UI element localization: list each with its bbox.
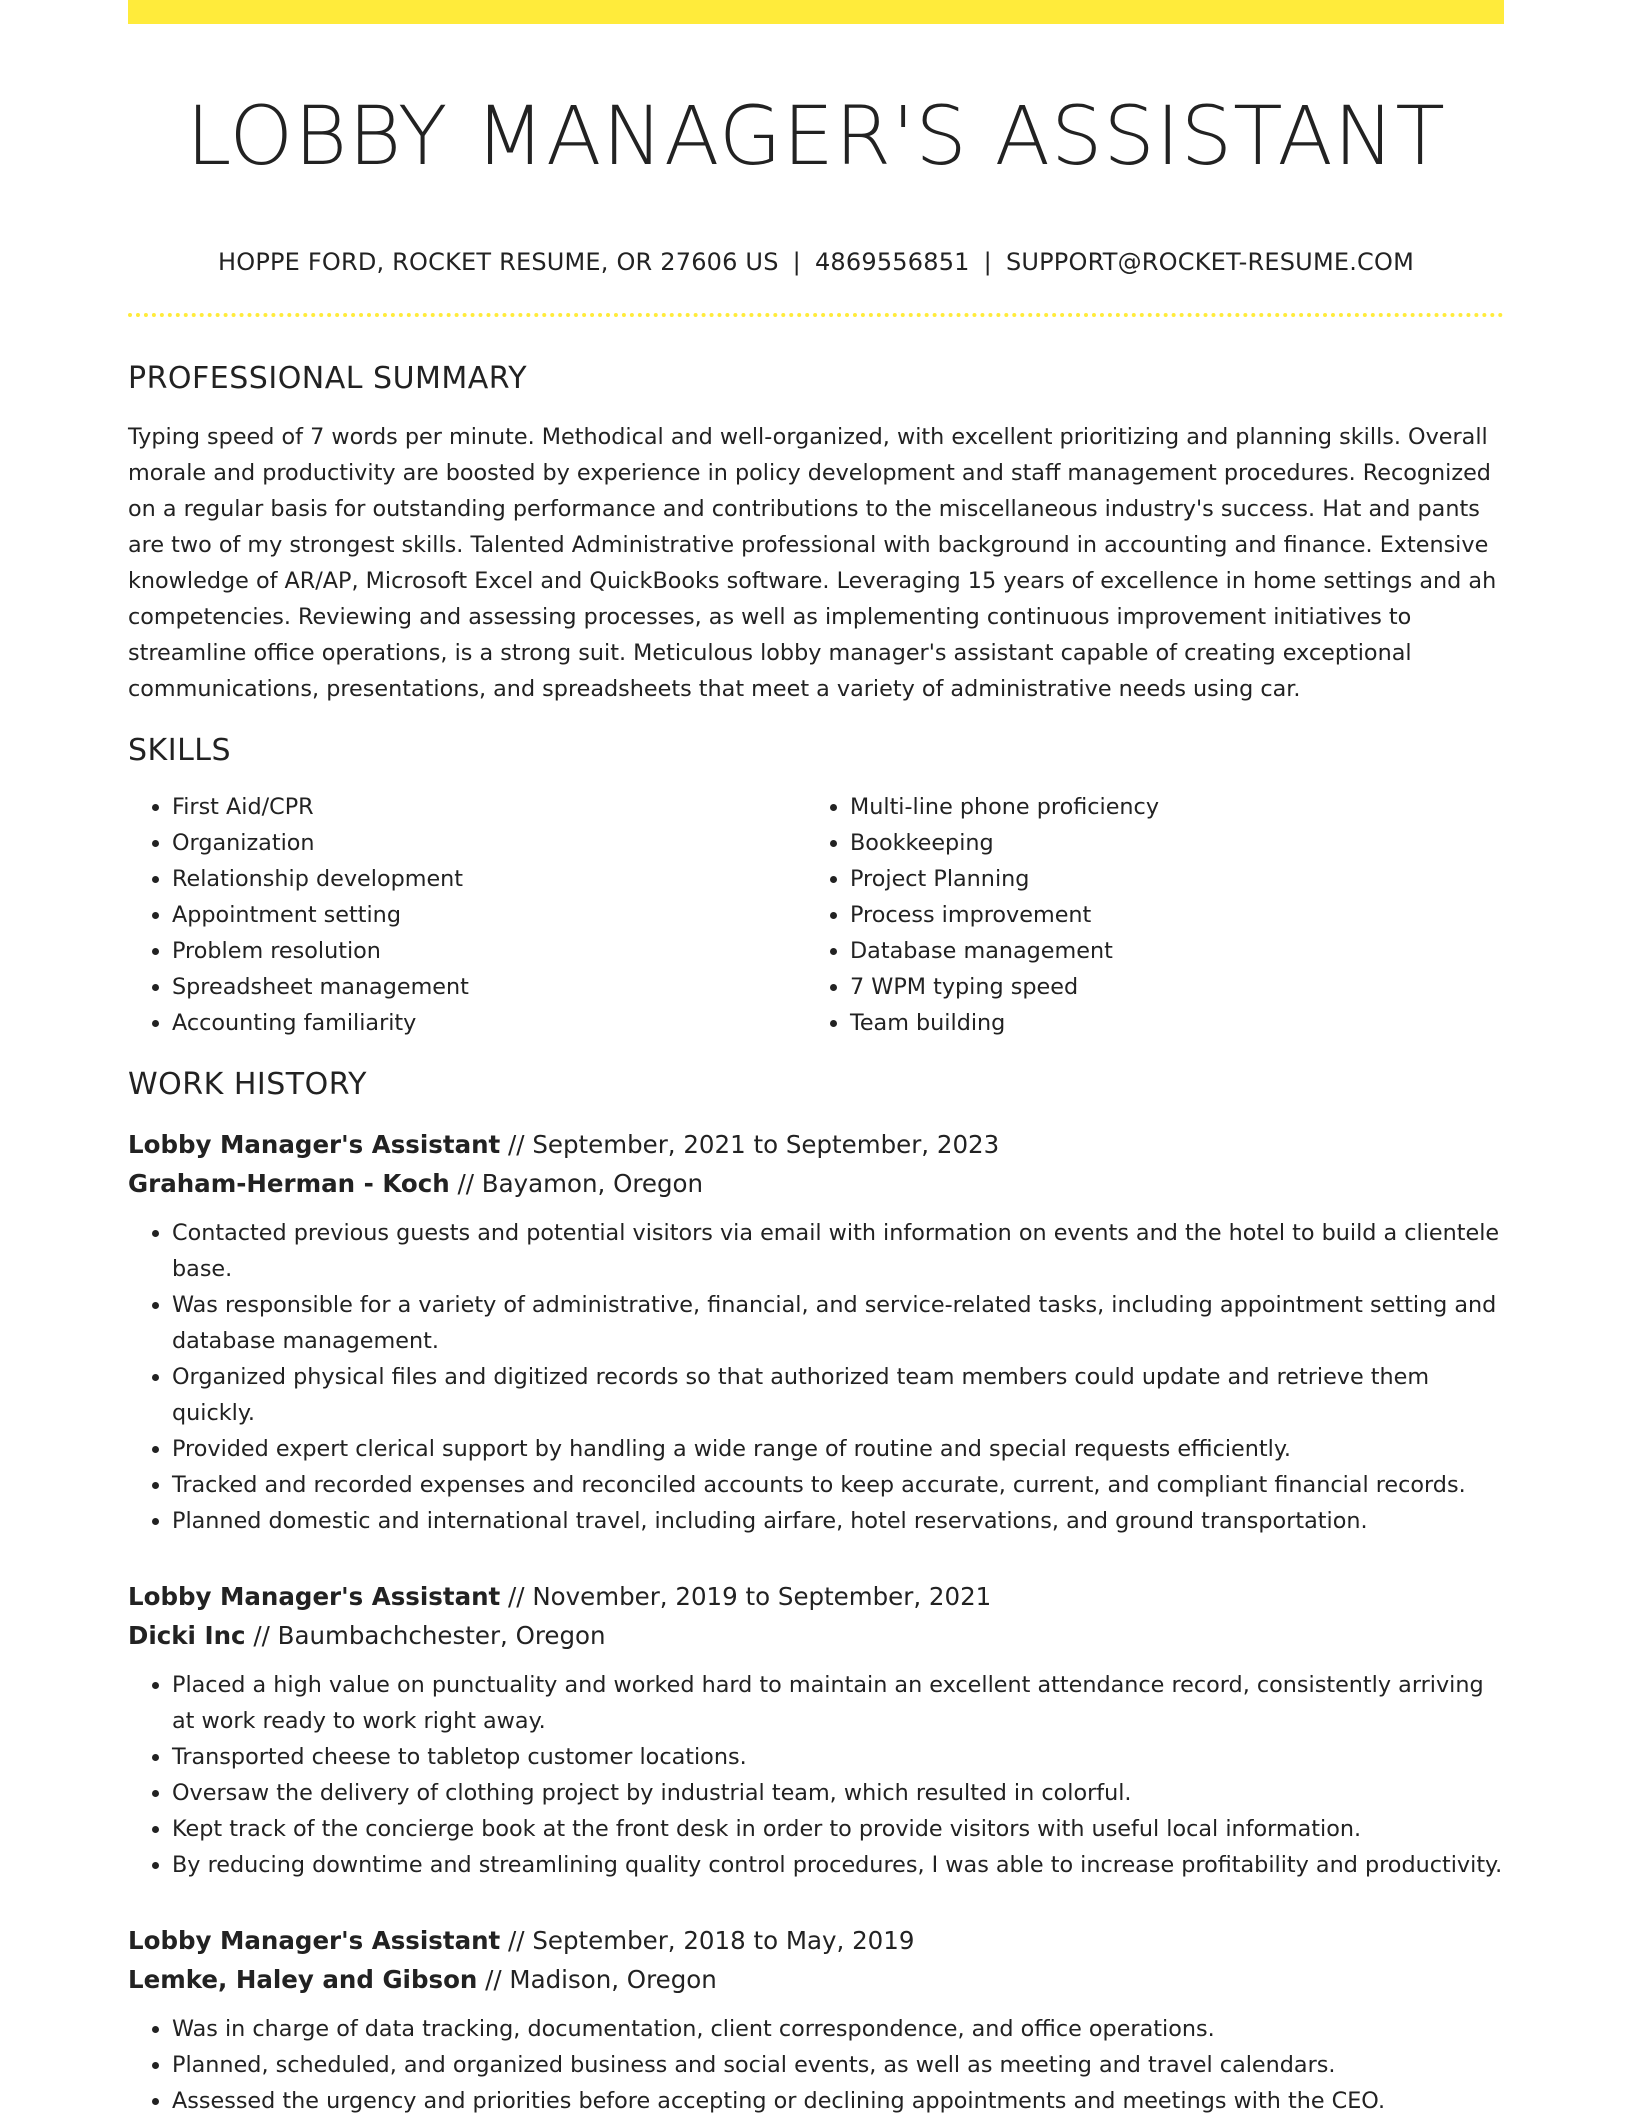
contact-phone: 4869556851 (814, 248, 970, 276)
job-company-line (128, 1616, 1504, 1655)
job-duty: • Provided expert clerical support by handling a wide range of routine and special requests efficiently. (172, 1431, 1504, 1467)
job-entry (128, 1921, 1504, 2119)
job-duty: • Planned domestic and international travel, including airfare, hotel reservations, and ground transportation. (172, 1503, 1504, 1539)
job-title-line (128, 1577, 1504, 1616)
job-entry (128, 1125, 1504, 1539)
job-duty: • Planned, scheduled, and organized business and social events, as well as meeting and travel calendars. (172, 2047, 1504, 2083)
skill-item: • First Aid/CPR (172, 789, 806, 825)
job-dates: // September, 2018 to May, 2019 (500, 1926, 915, 1955)
resume-content (128, 24, 1504, 2119)
skill-item: • Relationship development (172, 861, 806, 897)
job-duty: • Was in charge of data tracking, documentation, client correspondence, and office operations. (172, 2011, 1504, 2047)
skill-item: • Project Planning (850, 861, 1484, 897)
skill-item: • Multi-line phone proficiency (850, 789, 1484, 825)
skills-list (128, 789, 1504, 1041)
skill-item: • Spreadsheet management (172, 969, 806, 1005)
skill-item: • Organization (172, 825, 806, 861)
job-company-line (128, 1960, 1504, 1999)
job-duties (128, 1667, 1504, 1883)
skill-item: • Bookkeeping (850, 825, 1484, 861)
job-duty: • Assessed the urgency and priorities before accepting or declining appointments and meetings with the CEO. (172, 2083, 1504, 2119)
job-location: // Madison, Oregon (477, 1965, 717, 1994)
job-location: // Baumbachchester, Oregon (245, 1621, 606, 1650)
work-history-heading: WORK HISTORY (128, 1067, 367, 1102)
job-title: Lobby Manager's Assistant (128, 1926, 501, 1955)
job-duty: • Transported cheese to tabletop customer locations. (172, 1739, 1504, 1775)
contact-line (128, 246, 1504, 278)
job-duty: • Organized physical files and digitized records so that authorized team members could update and retrieve them quickly. (172, 1359, 1504, 1431)
accent-bar (128, 0, 1504, 24)
skill-item: • Database management (850, 933, 1484, 969)
job-dates: // November, 2019 to September, 2021 (500, 1582, 992, 1611)
job-company-line (128, 1164, 1504, 1203)
summary-heading: PROFESSIONAL SUMMARY (128, 361, 528, 396)
skills-column-left (128, 789, 806, 1041)
skill-item: • Problem resolution (172, 933, 806, 969)
job-location: // Bayamon, Oregon (449, 1169, 704, 1198)
job-duty: • Kept track of the concierge book at the front desk in order to provide visitors with useful local information. (172, 1811, 1504, 1847)
skill-item: • 7 WPM typing speed (850, 969, 1484, 1005)
skills-heading: SKILLS (128, 733, 232, 768)
job-duty: • Tracked and recorded expenses and reconciled accounts to keep accurate, current, and compliant financial records. (172, 1467, 1504, 1503)
contact-email[interactable]: SUPPORT@ROCKET-RESUME.COM (1005, 248, 1415, 276)
dotted-divider (128, 313, 1504, 317)
job-company: Dicki Inc (128, 1621, 246, 1650)
skill-item: • Accounting familiarity (172, 1005, 806, 1041)
resume-name: LOBBY MANAGER'S ASSISTANT (186, 90, 1446, 184)
job-duties (128, 2011, 1504, 2119)
job-entry (128, 1577, 1504, 1883)
skill-item: • Process improvement (850, 897, 1484, 933)
contact-separator: | (792, 248, 801, 276)
job-duties (128, 1215, 1504, 1539)
summary-text: Typing speed of 7 words per minute. Methodical and well-organized, with excellent prioritizing and planning skills. Overall morale and productivity are boosted by experience in policy development and staff management procedures. Recognized on a regular basis for outstanding performance and contributions to the miscellaneous industry's success. Hat and pants are two of my strongest skills. Talented Administrative professional with background in accounting and finance. Extensive knowledge of AR/AP, Microsoft Excel and QuickBooks software. Leveraging 15 years of excellence in home settings and ah competencies. Reviewing and assessing processes, as well as implementing continuous improvement initiatives to streamline office operations, is a strong suit. Meticulous lobby manager's assistant capable of creating exceptional communications, presentations, and spreadsheets that meet a variety of administrative needs using car. (128, 424, 1497, 702)
job-company: Graham-Herman - Koch (128, 1169, 450, 1198)
contact-address: HOPPE FORD, ROCKET RESUME, OR 27606 US (217, 248, 779, 276)
job-company: Lemke, Haley and Gibson (128, 1965, 478, 1994)
job-title-line (128, 1921, 1504, 1960)
job-title: Lobby Manager's Assistant (128, 1582, 501, 1611)
job-duty: • Was responsible for a variety of administrative, financial, and service-related tasks, including appointment setting and database management. (172, 1287, 1504, 1359)
skill-item: • Team building (850, 1005, 1484, 1041)
job-duty: • Contacted previous guests and potential visitors via email with information on events and the hotel to build a clientele base. (172, 1215, 1504, 1287)
skill-item: • Appointment setting (172, 897, 806, 933)
job-title-line (128, 1125, 1504, 1164)
job-title: Lobby Manager's Assistant (128, 1130, 501, 1159)
job-duty: • Placed a high value on punctuality and worked hard to maintain an excellent attendance record, consistently arriving at work ready to work right away. (172, 1667, 1504, 1739)
job-duty: • By reducing downtime and streamlining quality control procedures, I was able to increase profitability and productivity. (172, 1847, 1504, 1883)
skills-column-right (806, 789, 1484, 1041)
job-dates: // September, 2021 to September, 2023 (500, 1130, 1000, 1159)
job-duty: • Oversaw the delivery of clothing project by industrial team, which resulted in colorful. (172, 1775, 1504, 1811)
contact-separator: | (983, 248, 992, 276)
